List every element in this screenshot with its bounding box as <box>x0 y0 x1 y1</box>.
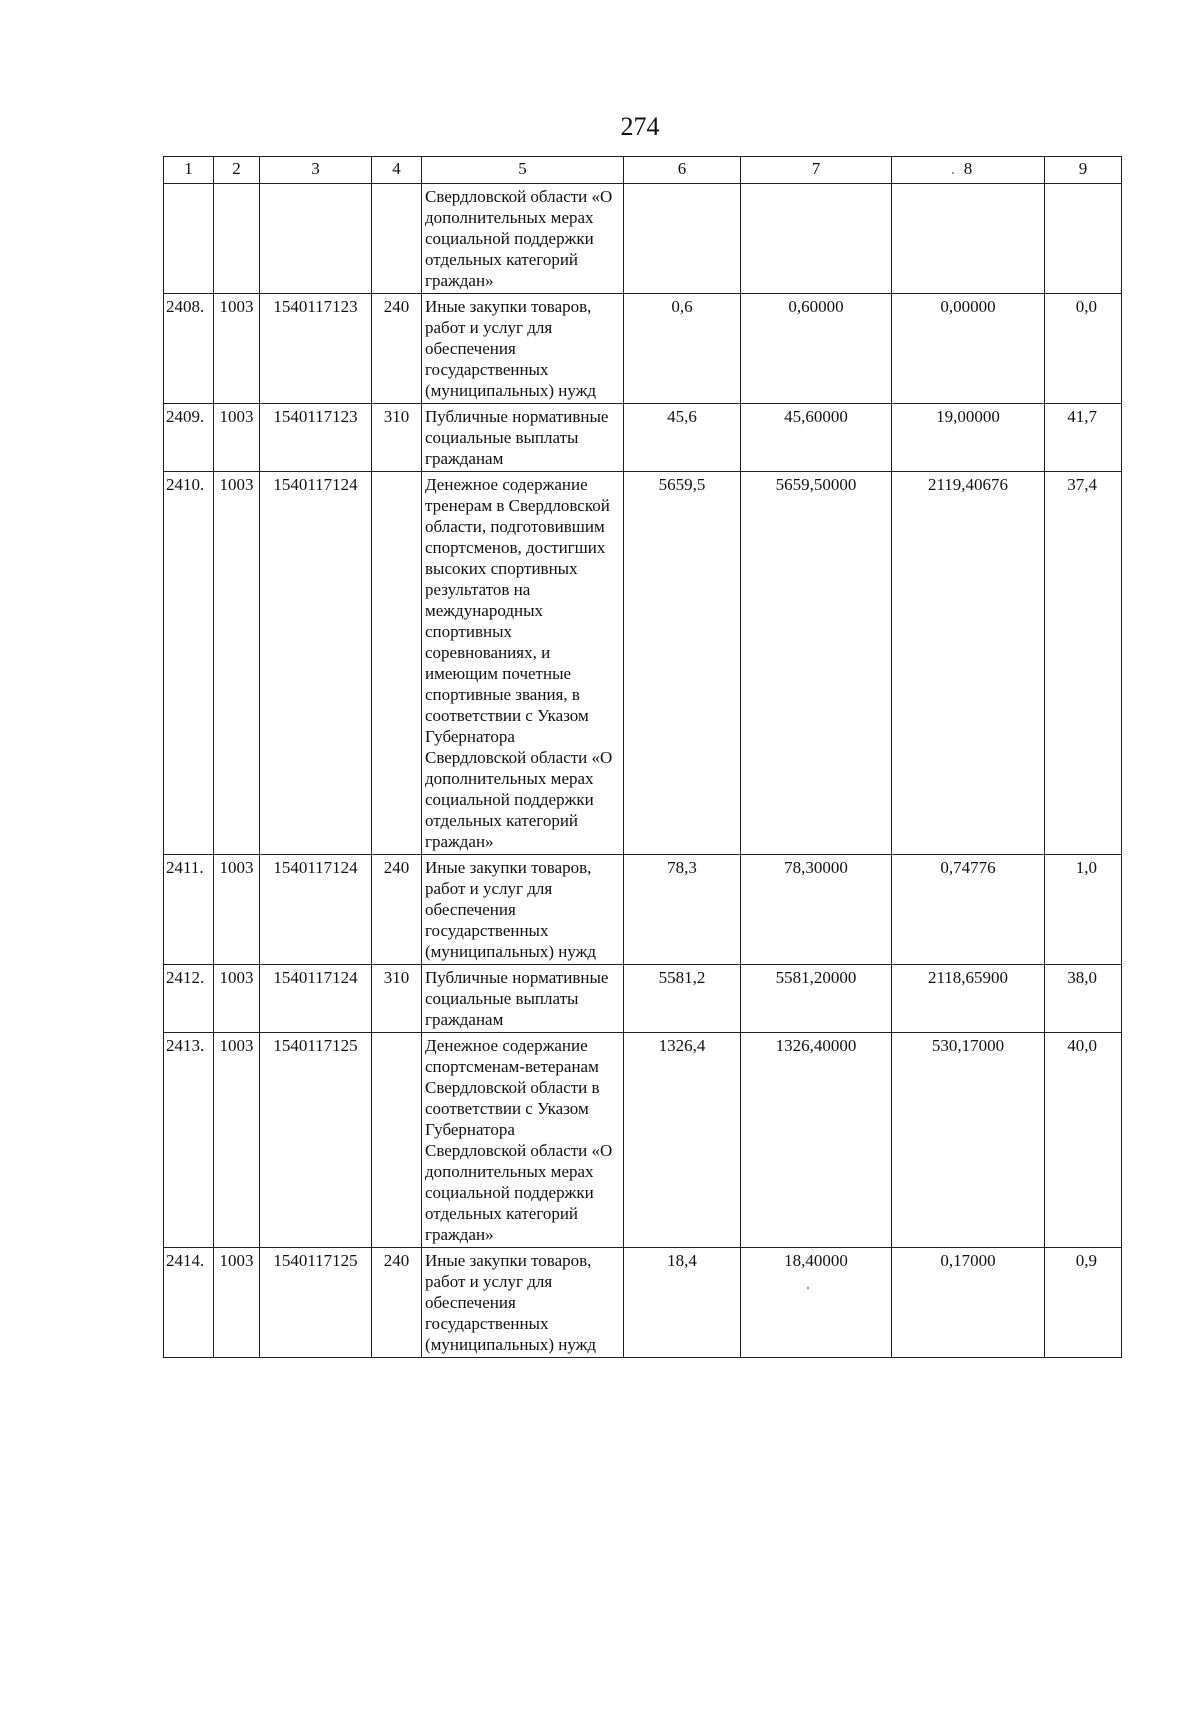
expense-type-code <box>372 472 422 855</box>
column-header: 2 <box>214 157 260 184</box>
value-col-6: 45,6 <box>624 404 741 472</box>
column-header: 3 <box>260 157 372 184</box>
value-col-7: 45,60000 <box>741 404 892 472</box>
column-header: 4 <box>372 157 422 184</box>
table-row <box>164 965 1122 1033</box>
value-col-6: 5659,5 <box>624 472 741 855</box>
table-row <box>164 184 1122 294</box>
item-name: Денежное содержание тренерам в Свердловской области, подготовившим спортсменов, достигших высоких спортивных результатов на международных спортивных соревнованиях, и имеющим почетные спортивные звания, в соответствии с Указом Губернатора Свердловской области «О дополнительных мерах социальной поддержки отдельных категорий граждан» <box>422 472 624 855</box>
value-col-9: 0,0 <box>1045 294 1122 404</box>
expense-type-code: 310 <box>372 965 422 1033</box>
table-row <box>164 472 1122 855</box>
value-col-7: 78,30000 <box>741 855 892 965</box>
value-col-6: 18,4 <box>624 1248 741 1358</box>
table-row <box>164 404 1122 472</box>
target-article-code: 1540117124 <box>260 855 372 965</box>
value-col-9: 41,7 <box>1045 404 1122 472</box>
row-number: 2414. <box>164 1248 214 1358</box>
value-col-8: 2118,65900 <box>892 965 1045 1033</box>
value-col-7: 0,60000 <box>741 294 892 404</box>
value-col-7 <box>741 184 892 294</box>
column-header: 1 <box>164 157 214 184</box>
value-col-7: 5659,50000 <box>741 472 892 855</box>
expense-type-code: 240 <box>372 294 422 404</box>
table-row <box>164 855 1122 965</box>
value-col-6: 5581,2 <box>624 965 741 1033</box>
value-col-8: 2119,40676 <box>892 472 1045 855</box>
section-code: 1003 <box>214 1033 260 1248</box>
table-row <box>164 294 1122 404</box>
target-article-code: 1540117125 <box>260 1033 372 1248</box>
scan-speck <box>952 172 954 174</box>
target-article-code <box>260 184 372 294</box>
table-row <box>164 1248 1122 1358</box>
item-name: Денежное содержание спортсменам-ветеранам Свердловской области в соответствии с Указом Губернатора Свердловской области «О дополнительных мерах социальной поддержки отдельных категорий граждан» <box>422 1033 624 1248</box>
section-code: 1003 <box>214 472 260 855</box>
column-header: 9 <box>1045 157 1122 184</box>
page-number: 274 <box>620 112 660 141</box>
value-col-7: 18,40000 <box>741 1248 892 1358</box>
row-number: 2411. <box>164 855 214 965</box>
row-number <box>164 184 214 294</box>
value-col-9: 0,9 <box>1045 1248 1122 1358</box>
section-code: 1003 <box>214 294 260 404</box>
column-header: 6 <box>624 157 741 184</box>
value-col-6 <box>624 184 741 294</box>
table-body <box>164 157 1122 1358</box>
expense-type-code <box>372 1033 422 1248</box>
row-number: 2409. <box>164 404 214 472</box>
target-article-code: 1540117125 <box>260 1248 372 1358</box>
value-col-8 <box>892 184 1045 294</box>
budget-table <box>163 156 1122 1358</box>
value-col-9: 40,0 <box>1045 1033 1122 1248</box>
item-name: Публичные нормативные социальные выплаты гражданам <box>422 404 624 472</box>
section-code: 1003 <box>214 1248 260 1358</box>
expense-type-code: 240 <box>372 855 422 965</box>
row-number: 2408. <box>164 294 214 404</box>
target-article-code: 1540117123 <box>260 294 372 404</box>
value-col-8: 530,17000 <box>892 1033 1045 1248</box>
value-col-9: 1,0 <box>1045 855 1122 965</box>
column-header: 8 <box>892 157 1045 184</box>
item-name: Публичные нормативные социальные выплаты гражданам <box>422 965 624 1033</box>
section-code: 1003 <box>214 965 260 1033</box>
section-code <box>214 184 260 294</box>
table-row <box>164 1033 1122 1248</box>
scan-speck <box>807 1287 809 1289</box>
target-article-code: 1540117123 <box>260 404 372 472</box>
value-col-9: 38,0 <box>1045 965 1122 1033</box>
value-col-8: 0,00000 <box>892 294 1045 404</box>
item-name: Иные закупки товаров, работ и услуг для обеспечения государственных (муниципальных) нужд <box>422 1248 624 1358</box>
value-col-8: 0,74776 <box>892 855 1045 965</box>
target-article-code: 1540117124 <box>260 472 372 855</box>
section-code: 1003 <box>214 404 260 472</box>
expense-type-code <box>372 184 422 294</box>
target-article-code: 1540117124 <box>260 965 372 1033</box>
value-col-7: 5581,20000 <box>741 965 892 1033</box>
item-name: Иные закупки товаров, работ и услуг для обеспечения государственных (муниципальных) нужд <box>422 294 624 404</box>
row-number: 2412. <box>164 965 214 1033</box>
value-col-6: 0,6 <box>624 294 741 404</box>
column-header: 7 <box>741 157 892 184</box>
value-col-6: 1326,4 <box>624 1033 741 1248</box>
item-name: Свердловской области «О дополнительных мерах социальной поддержки отдельных категорий граждан» <box>422 184 624 294</box>
value-col-8: 0,17000 <box>892 1248 1045 1358</box>
row-number: 2410. <box>164 472 214 855</box>
expense-type-code: 310 <box>372 404 422 472</box>
value-col-9: 37,4 <box>1045 472 1122 855</box>
header-row <box>164 157 1122 184</box>
value-col-8: 19,00000 <box>892 404 1045 472</box>
section-code: 1003 <box>214 855 260 965</box>
expense-type-code: 240 <box>372 1248 422 1358</box>
value-col-7: 1326,40000 <box>741 1033 892 1248</box>
column-header: 5 <box>422 157 624 184</box>
item-name: Иные закупки товаров, работ и услуг для обеспечения государственных (муниципальных) нужд <box>422 855 624 965</box>
value-col-9 <box>1045 184 1122 294</box>
row-number: 2413. <box>164 1033 214 1248</box>
value-col-6: 78,3 <box>624 855 741 965</box>
